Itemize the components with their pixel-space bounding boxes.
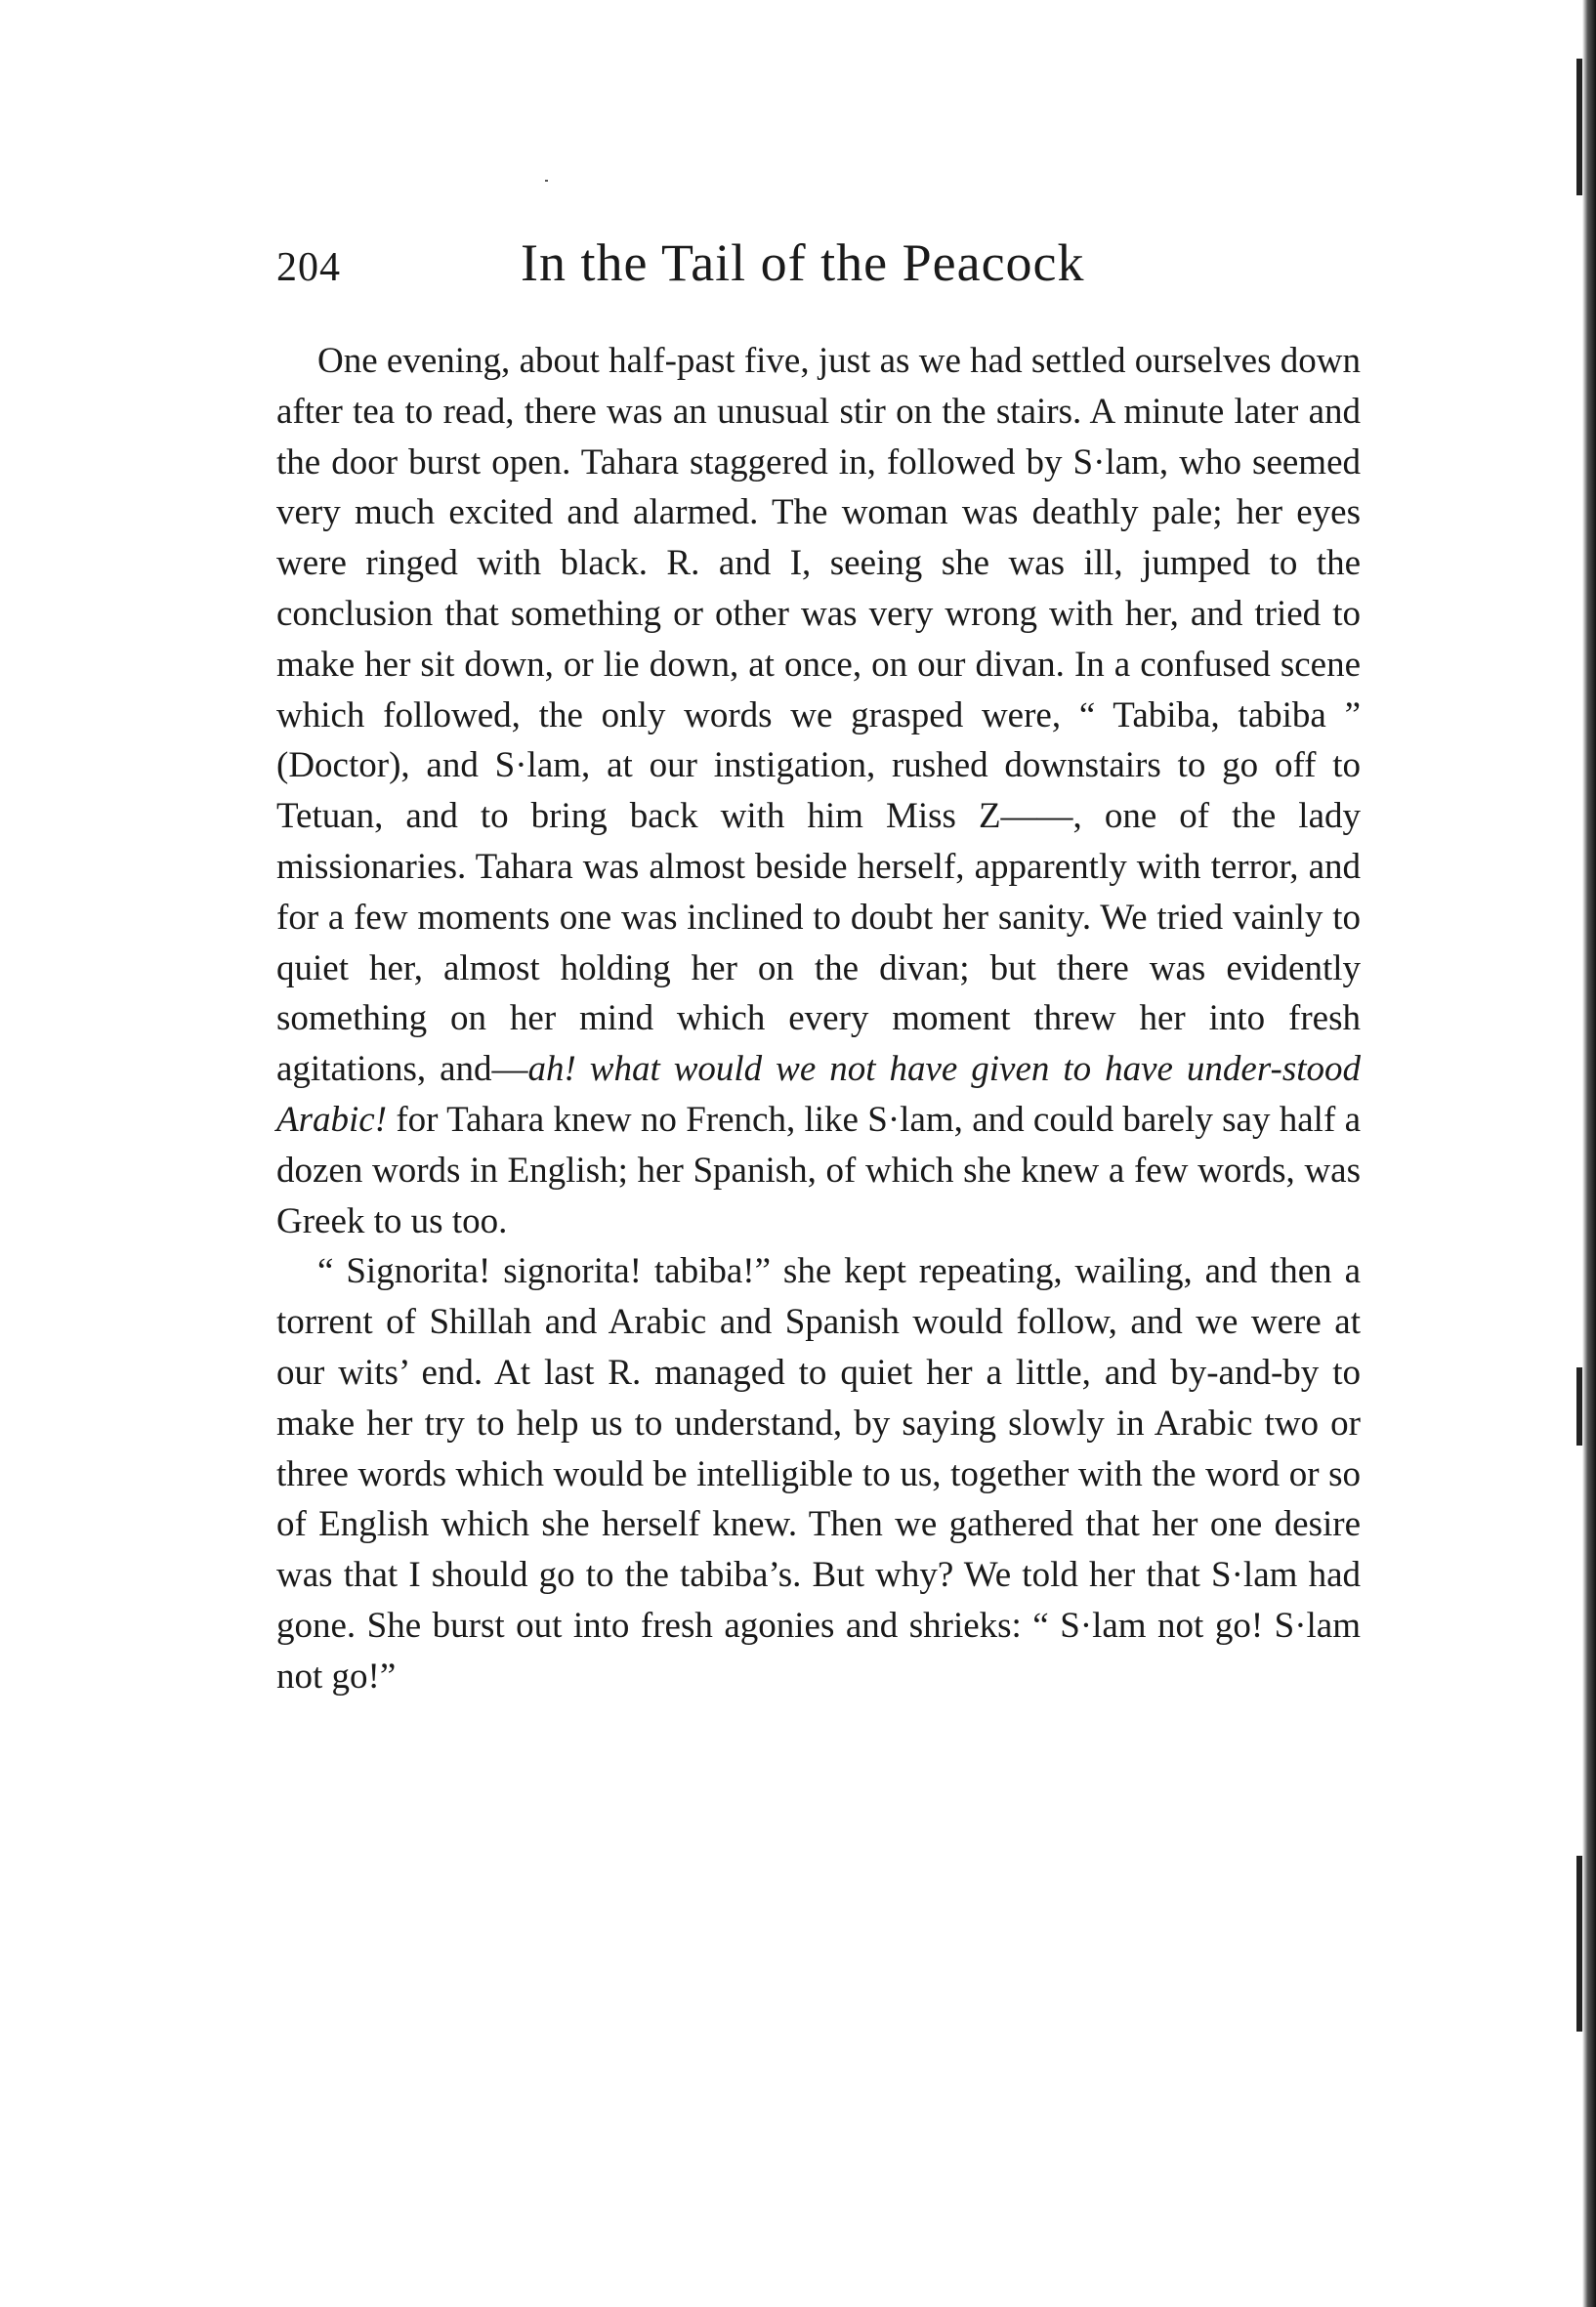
body-text xyxy=(276,336,1361,1702)
binding-edge xyxy=(1582,0,1596,2307)
paragraph-1-italic: ah! what would we not have given to have under-stood Arabic! xyxy=(276,1049,1361,1140)
running-title: In the Tail of the Peacock xyxy=(521,233,1085,292)
print-speck xyxy=(545,180,548,182)
page-header xyxy=(276,232,1361,301)
page-number: 204 xyxy=(276,245,341,290)
paragraph-1-text-a: One evening, about half-past five, just as we had settled ourselves down after tea to read, there was an unusual stir on the stairs. A minute later and the door burst open. Tahara staggered in, followed by S·lam, who seemed very much excited and alarmed. The woman was deathly pale; her eyes were ringed with black. R. and I, seeing she was ill, jumped to the conclusion that something or other was very wrong with her, and tried to make her sit down, or lie down, at once, on our divan. In a confused scene which followed, the only words we grasped were, “ Tabiba, tabiba ” (Doctor), and S·lam, at our instigation, rushed downstairs to go off to Tetuan, and to bring back with him Miss Z——, one of the lady missionaries. Tahara was almost beside herself, apparently with terror, and for a few moments one was inclined to doubt her sanity. We tried vainly to quiet her, almost holding her on the divan; but there was evidently something on her mind which every moment threw her into fresh agitations, and— xyxy=(276,341,1361,1090)
binding-mark xyxy=(1576,59,1582,195)
binding-mark xyxy=(1576,1367,1582,1446)
binding-mark xyxy=(1576,1856,1582,2032)
paragraph-1-text-b: for Tahara knew no French, like S·lam, and could barely say half a dozen words in English; her Spanish, of which she knew a few words, was Greek to us too. xyxy=(276,1099,1361,1241)
paragraph-2: “ Signorita! signorita! tabiba!” she kept repeating, wailing, and then a torrent of Shillah and Arabic and Spanish would follow, and we were at our wits’ end. At last R. managed to quiet her a little, and by-and-by to make her try to help us to understand, by saying slowly in Arabic two or three words which would be intelligible to us, together with the word or so of English which she herself knew. Then we gathered that her one desire was that I should go to the tabiba’s. But why? We told her that S·lam had gone. She burst out into fresh agonies and shrieks: “ S·lam not go! S·lam not go!” xyxy=(276,1251,1361,1697)
paragraph-1 xyxy=(276,336,1361,1246)
